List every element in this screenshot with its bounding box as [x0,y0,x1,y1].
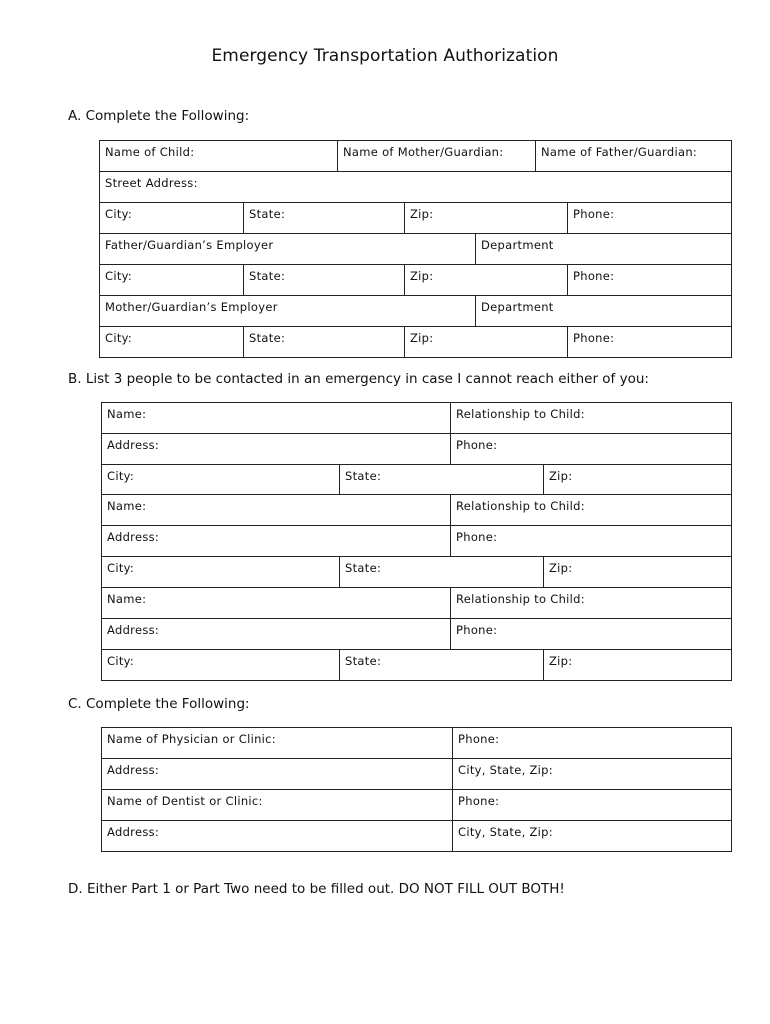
table-row [100,327,732,358]
contact-3-address-field[interactable]: Address: [102,619,451,650]
phone-field[interactable]: Phone: [568,265,732,296]
contact-2-state-field[interactable]: State: [340,557,544,588]
table-row [102,790,732,821]
table-row [102,821,732,852]
dentist-city-state-zip-field[interactable]: City, State, Zip: [453,821,732,852]
physician-phone-field[interactable]: Phone: [453,728,732,759]
father-employer-field[interactable]: Father/Guardian’s Employer [100,234,476,265]
table-row [100,203,732,234]
mother-employer-field[interactable]: Mother/Guardian’s Employer [100,296,476,327]
table-row [102,728,732,759]
table-row [102,619,732,650]
table-row [100,296,732,327]
contact-2-name-field[interactable]: Name: [102,495,451,526]
table-row [102,588,732,619]
contact-2-phone-field[interactable]: Phone: [451,526,732,557]
state-field[interactable]: State: [244,327,405,358]
contact-3-phone-field[interactable]: Phone: [451,619,732,650]
table-row [102,650,732,681]
contact-3-name-field[interactable]: Name: [102,588,451,619]
table-row [100,141,732,172]
father-department-field[interactable]: Department [476,234,732,265]
contact-3-zip-field[interactable]: Zip: [544,650,732,681]
physician-city-state-zip-field[interactable]: City, State, Zip: [453,759,732,790]
table-row [102,495,732,526]
section-b-table [101,402,732,681]
contact-1-city-field[interactable]: City: [102,465,340,495]
section-a-heading: A. Complete the Following: [68,108,250,124]
state-field[interactable]: State: [244,203,405,234]
dentist-phone-field[interactable]: Phone: [453,790,732,821]
city-field[interactable]: City: [100,203,244,234]
table-row [102,557,732,588]
mother-department-field[interactable]: Department [476,296,732,327]
name-of-father-field[interactable]: Name of Father/Guardian: [536,141,732,172]
table-row [102,465,732,495]
table-row [102,759,732,790]
contact-2-city-field[interactable]: City: [102,557,340,588]
contact-3-state-field[interactable]: State: [340,650,544,681]
contact-2-address-field[interactable]: Address: [102,526,451,557]
page-title: Emergency Transportation Authorization [211,46,559,66]
table-row [102,526,732,557]
name-of-mother-field[interactable]: Name of Mother/Guardian: [338,141,536,172]
table-row [100,265,732,296]
name-of-child-field[interactable]: Name of Child: [100,141,338,172]
physician-name-field[interactable]: Name of Physician or Clinic: [102,728,453,759]
dentist-address-field[interactable]: Address: [102,821,453,852]
table-row [100,234,732,265]
contact-1-relationship-field[interactable]: Relationship to Child: [451,403,732,434]
phone-field[interactable]: Phone: [568,327,732,358]
city-field[interactable]: City: [100,327,244,358]
section-a-table [99,140,732,358]
table-row [102,434,732,465]
contact-1-name-field[interactable]: Name: [102,403,451,434]
section-c-heading: C. Complete the Following: [68,696,250,712]
physician-address-field[interactable]: Address: [102,759,453,790]
zip-field[interactable]: Zip: [405,203,568,234]
contact-3-relationship-field[interactable]: Relationship to Child: [451,588,732,619]
zip-field[interactable]: Zip: [405,327,568,358]
contact-3-city-field[interactable]: City: [102,650,340,681]
contact-1-zip-field[interactable]: Zip: [544,465,732,495]
state-field[interactable]: State: [244,265,405,296]
contact-1-phone-field[interactable]: Phone: [451,434,732,465]
section-b-heading: B. List 3 people to be contacted in an emergency in case I cannot reach either of you: [68,371,649,387]
street-address-field[interactable]: Street Address: [100,172,732,203]
contact-1-address-field[interactable]: Address: [102,434,451,465]
dentist-name-field[interactable]: Name of Dentist or Clinic: [102,790,453,821]
section-d-heading: D. Either Part 1 or Part Two need to be filled out. DO NOT FILL OUT BOTH! [68,881,565,897]
contact-2-relationship-field[interactable]: Relationship to Child: [451,495,732,526]
zip-field[interactable]: Zip: [405,265,568,296]
city-field[interactable]: City: [100,265,244,296]
contact-2-zip-field[interactable]: Zip: [544,557,732,588]
table-row [102,403,732,434]
contact-1-state-field[interactable]: State: [340,465,544,495]
section-c-table [101,727,732,852]
table-row [100,172,732,203]
phone-field[interactable]: Phone: [568,203,732,234]
